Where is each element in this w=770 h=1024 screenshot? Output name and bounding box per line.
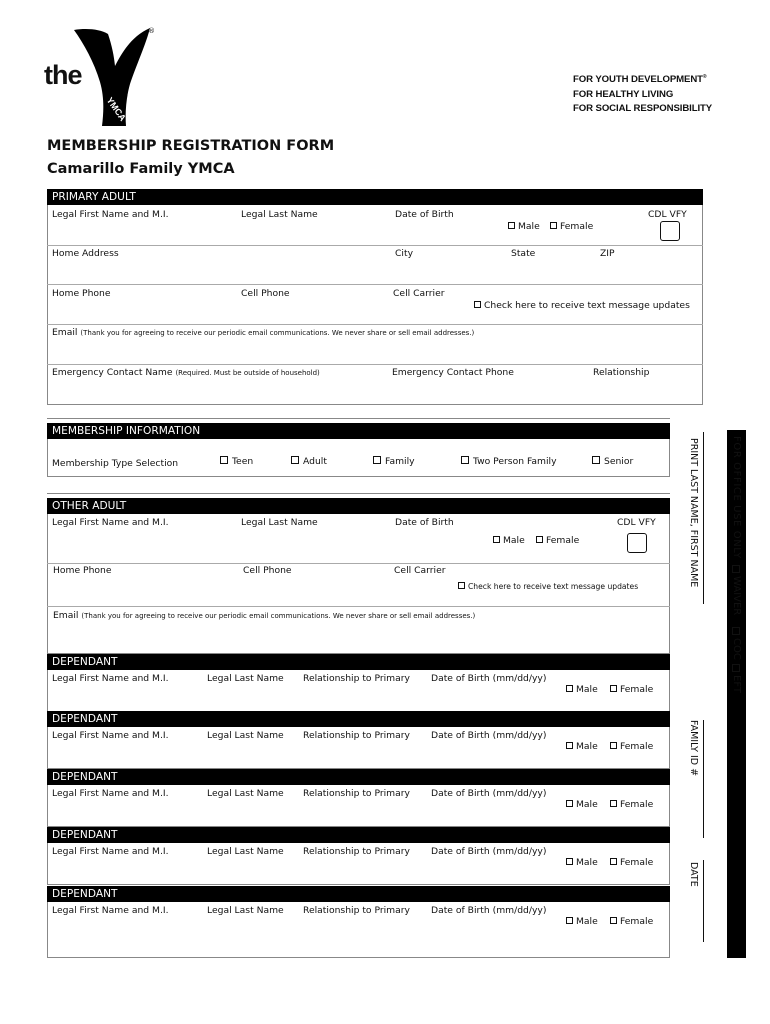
form-title: MEMBERSHIP REGISTRATION FORM [47, 138, 335, 154]
dependant-header: DEPENDANT [47, 769, 670, 785]
ymca-logo-text: YMCA [104, 95, 128, 123]
primary-cell-carrier-label: Cell Carrier [393, 288, 445, 299]
dependant-female-option[interactable]: Female [610, 916, 653, 927]
other-home-phone-label: Home Phone [53, 565, 112, 576]
family-id-line [703, 720, 704, 838]
dependant-dob-label: Date of Birth (mm/dd/yy) [431, 673, 547, 684]
print-name-label: PRINT LAST NAME, FIRST NAME [688, 438, 699, 588]
dependant-dob-label: Date of Birth (mm/dd/yy) [431, 788, 547, 799]
primary-text-updates-option[interactable]: Check here to receive text message updates [474, 300, 690, 311]
checkbox-icon[interactable] [732, 565, 740, 573]
other-dob-label: Date of Birth [395, 517, 454, 528]
dependant-female-option[interactable]: Female [610, 684, 653, 695]
membership-header: MEMBERSHIP INFORMATION [47, 423, 670, 439]
dependant-relationship-label: Relationship to Primary [303, 905, 410, 916]
checkbox-icon[interactable] [474, 301, 481, 308]
checkbox-icon[interactable] [732, 627, 740, 635]
date-line [703, 860, 704, 942]
divider [47, 364, 703, 365]
checkbox-icon[interactable] [458, 582, 465, 589]
office-coc-option[interactable]: COC [731, 627, 742, 660]
checkbox-icon[interactable] [536, 536, 543, 543]
primary-home-phone-label: Home Phone [52, 288, 111, 299]
primary-emergency-label: Emergency Contact Name (Required. Must be outside of household) [52, 367, 320, 378]
dependant-first-name-label: Legal First Name and M.I. [52, 730, 169, 741]
checkbox-icon[interactable] [610, 917, 617, 924]
other-cdl-verify-box[interactable] [627, 533, 647, 553]
checkbox-icon[interactable] [592, 456, 600, 464]
membership-option-adult[interactable]: Adult [291, 456, 327, 467]
checkbox-icon[interactable] [610, 858, 617, 865]
dependant-header: DEPENDANT [47, 886, 670, 902]
dependant-relationship-label: Relationship to Primary [303, 788, 410, 799]
divider [47, 606, 670, 607]
tagline-3: FOR SOCIAL RESPONSIBILITY [573, 103, 713, 114]
dependant-female-option[interactable]: Female [610, 857, 653, 868]
other-cell-phone-label: Cell Phone [243, 565, 292, 576]
other-first-name-label: Legal First Name and M.I. [52, 517, 169, 528]
checkbox-icon[interactable] [610, 800, 617, 807]
checkbox-icon[interactable] [566, 917, 573, 924]
primary-first-name-label: Legal First Name and M.I. [52, 209, 169, 220]
membership-option-teen[interactable]: Teen [220, 456, 253, 467]
primary-emergency-phone-label: Emergency Contact Phone [392, 367, 514, 378]
print-name-line [703, 432, 704, 604]
checkbox-icon[interactable] [373, 456, 381, 464]
checkbox-icon[interactable] [566, 742, 573, 749]
primary-adult-header: PRIMARY ADULT [47, 189, 703, 205]
dependant-last-name-label: Legal Last Name [207, 673, 284, 684]
tagline-1: FOR YOUTH DEVELOPMENT® [573, 74, 707, 86]
membership-option-two-person-family[interactable]: Two Person Family [461, 456, 557, 467]
dependant-female-option[interactable]: Female [610, 741, 653, 752]
divider [47, 324, 703, 325]
primary-dob-label: Date of Birth [395, 209, 454, 220]
logo-the-text: the [44, 60, 82, 90]
dependant-relationship-label: Relationship to Primary [303, 730, 410, 741]
dependant-first-name-label: Legal First Name and M.I. [52, 846, 169, 857]
other-cell-carrier-label: Cell Carrier [394, 565, 446, 576]
checkbox-icon[interactable] [493, 536, 500, 543]
divider [47, 245, 703, 246]
primary-male-option[interactable]: Male [508, 221, 540, 232]
dependant-female-option[interactable]: Female [610, 799, 653, 810]
other-email-label: Email (Thank you for agreeing to receive our periodic email communications. We never share or sell email addresses.) [53, 610, 476, 621]
checkbox-icon[interactable] [550, 222, 557, 229]
office-waiver-option[interactable]: WAIVER [731, 565, 742, 615]
registered-mark: ® [148, 27, 155, 35]
checkbox-icon[interactable] [566, 685, 573, 692]
divider [47, 418, 670, 419]
dependant-dob-label: Date of Birth (mm/dd/yy) [431, 905, 547, 916]
family-id-label: FAMILY ID # [688, 720, 699, 777]
primary-city-label: City [395, 248, 414, 259]
dependant-last-name-label: Legal Last Name [207, 905, 284, 916]
divider [47, 493, 670, 494]
primary-cdl-label: CDL VFY [648, 209, 687, 220]
divider [47, 563, 670, 564]
membership-option-family[interactable]: Family [373, 456, 415, 467]
dependant-last-name-label: Legal Last Name [207, 846, 284, 857]
office-use-title: FOR OFFICE USE ONLY [731, 436, 742, 559]
dependant-first-name-label: Legal First Name and M.I. [52, 905, 169, 916]
other-cdl-label: CDL VFY [617, 517, 656, 528]
checkbox-icon[interactable] [566, 800, 573, 807]
other-text-updates-option[interactable]: Check here to receive text message updates [458, 582, 638, 591]
form-subtitle: Camarillo Family YMCA [47, 161, 235, 177]
checkbox-icon[interactable] [220, 456, 228, 464]
other-last-name-label: Legal Last Name [241, 517, 318, 528]
office-eft-option[interactable]: EFT [731, 664, 742, 693]
dependant-relationship-label: Relationship to Primary [303, 846, 410, 857]
membership-option-senior[interactable]: Senior [592, 456, 633, 467]
primary-address-label: Home Address [52, 248, 119, 259]
checkbox-icon[interactable] [732, 664, 740, 672]
checkbox-icon[interactable] [291, 456, 299, 464]
divider [47, 284, 703, 285]
dependant-first-name-label: Legal First Name and M.I. [52, 673, 169, 684]
dependant-last-name-label: Legal Last Name [207, 730, 284, 741]
primary-last-name-label: Legal Last Name [241, 209, 318, 220]
dependant-male-option[interactable]: Male [566, 799, 598, 810]
primary-cdl-verify-box[interactable] [660, 221, 680, 241]
other-adult-header: OTHER ADULT [47, 498, 670, 514]
checkbox-icon[interactable] [566, 858, 573, 865]
other-male-option[interactable]: Male [493, 535, 525, 546]
dependant-relationship-label: Relationship to Primary [303, 673, 410, 684]
other-female-option[interactable]: Female [536, 535, 579, 546]
dependant-dob-label: Date of Birth (mm/dd/yy) [431, 730, 547, 741]
dependant-male-option[interactable]: Male [566, 741, 598, 752]
dependant-dob-label: Date of Birth (mm/dd/yy) [431, 846, 547, 857]
primary-cell-phone-label: Cell Phone [241, 288, 290, 299]
primary-email-label: Email (Thank you for agreeing to receive our periodic email communications. We never share or sell email addresses.) [52, 327, 475, 338]
dependant-header: DEPENDANT [47, 827, 670, 843]
date-label: DATE [688, 862, 699, 887]
dependant-male-option[interactable]: Male [566, 684, 598, 695]
dependant-male-option[interactable]: Male [566, 857, 598, 868]
primary-state-label: State [511, 248, 536, 259]
dependant-header: DEPENDANT [47, 711, 670, 727]
dependant-header: DEPENDANT [47, 654, 670, 670]
membership-type-label: Membership Type Selection [52, 458, 179, 469]
dependant-first-name-label: Legal First Name and M.I. [52, 788, 169, 799]
primary-zip-label: ZIP [600, 248, 615, 259]
checkbox-icon[interactable] [610, 742, 617, 749]
checkbox-icon[interactable] [508, 222, 515, 229]
primary-female-option[interactable]: Female [550, 221, 593, 232]
ymca-logo-y [72, 26, 156, 130]
dependant-male-option[interactable]: Male [566, 916, 598, 927]
dependant-last-name-label: Legal Last Name [207, 788, 284, 799]
checkbox-icon[interactable] [461, 456, 469, 464]
primary-relationship-label: Relationship [593, 367, 650, 378]
tagline-2: FOR HEALTHY LIVING [573, 89, 674, 100]
checkbox-icon[interactable] [610, 685, 617, 692]
